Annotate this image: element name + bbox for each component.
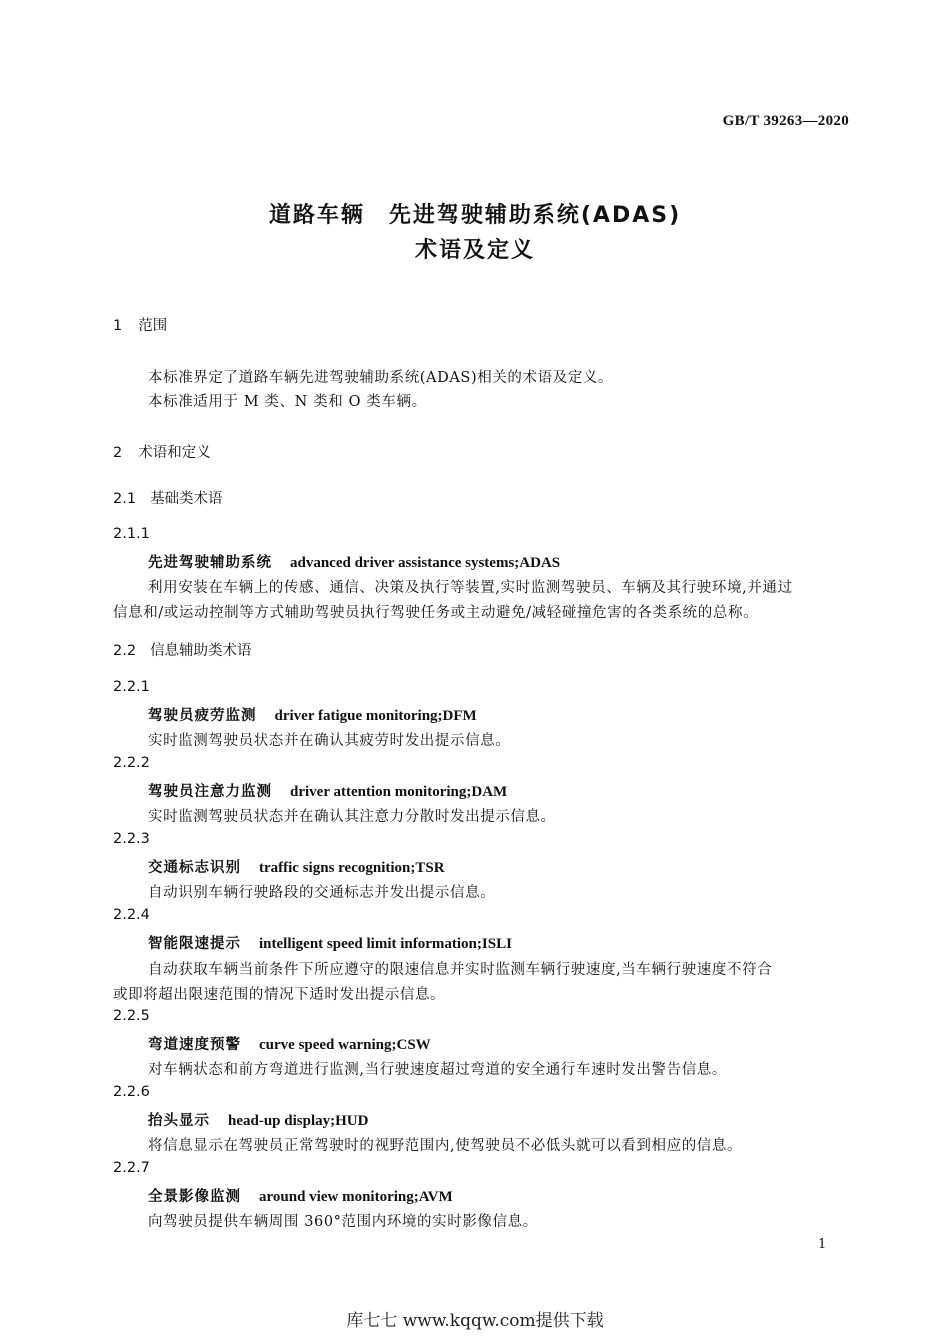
term-number: 2.2.2 (113, 755, 150, 771)
term-en: traffic signs recognition;TSR (259, 860, 445, 876)
term-zh: 先进驾驶辅助系统 (148, 555, 272, 571)
term-en: head-up display;HUD (228, 1113, 369, 1129)
term-entry (148, 1033, 431, 1054)
term-en: around view monitoring;AVM (259, 1189, 453, 1205)
term-en: curve speed warning;CSW (259, 1037, 431, 1053)
term-definition: 将信息显示在驾驶员正常驾驶时的视野范围内,使驾驶员不必低头就可以看到相应的信息。 (148, 1138, 743, 1154)
section-terms-heading (113, 441, 211, 462)
term-entry (148, 856, 445, 877)
term-definition-cont: 信息和/或运动控制等方式辅助驾驶员执行驾驶任务或主动避免/减轻碰撞危害的各类系统的总称。 (113, 605, 759, 621)
term-definition: 向驾驶员提供车辆周围 360°范围内环境的实时影像信息。 (148, 1214, 538, 1230)
term-definition: 对车辆状态和前方弯道进行监测,当行驶速度超过弯道的安全通行车速时发出警告信息。 (148, 1062, 728, 1078)
term-zh: 驾驶员疲劳监测 (148, 708, 257, 724)
term-number: 2.2.6 (113, 1084, 150, 1100)
term-entry (148, 704, 477, 725)
term-number: 2.2.1 (113, 679, 150, 695)
term-number: 2.1.1 (113, 526, 150, 542)
term-entry (148, 551, 560, 572)
subsection-title: 信息辅助类术语 (150, 643, 252, 659)
scope-paragraph-2: 本标准适用于 M 类、N 类和 O 类车辆。 (148, 394, 427, 410)
subsection-info-heading (113, 639, 252, 660)
term-zh: 交通标志识别 (148, 860, 241, 876)
scope-paragraph-1: 本标准界定了道路车辆先进驾驶辅助系统(ADAS)相关的术语及定义。 (148, 370, 614, 386)
term-definition: 实时监测驾驶员状态并在确认其注意力分散时发出提示信息。 (148, 809, 556, 825)
term-number: 2.2.7 (113, 1160, 150, 1176)
term-en: driver attention monitoring;DAM (290, 784, 508, 800)
page-number: 1 (818, 1237, 827, 1252)
term-en: driver fatigue monitoring;DFM (274, 708, 477, 724)
section-number: 2 (113, 445, 123, 461)
term-entry (148, 932, 512, 953)
term-zh: 抬头显示 (148, 1113, 210, 1129)
term-definition: 自动获取车辆当前条件下所应遵守的限速信息并实时监测车辆行驶速度,当车辆行驶速度不符合 (148, 962, 773, 978)
section-number: 1 (113, 318, 123, 334)
term-en: advanced driver assistance systems;ADAS (290, 555, 561, 571)
term-definition-cont: 或即将超出限速范围的情况下适时发出提示信息。 (113, 987, 446, 1003)
term-definition: 自动识别车辆行驶路段的交通标志并发出提示信息。 (148, 885, 496, 901)
term-entry (148, 1185, 453, 1206)
term-entry (148, 780, 507, 801)
section-title: 范围 (138, 318, 168, 334)
term-definition: 利用安装在车辆上的传感、通信、决策及执行等装置,实时监测驾驶员、车辆及其行驶环境,并通过 (148, 580, 793, 596)
term-number: 2.2.3 (113, 831, 150, 847)
subsection-title: 基础类术语 (150, 491, 223, 507)
term-entry (148, 1109, 368, 1130)
document-title-line2: 术语及定义 (414, 238, 535, 263)
section-scope-heading (113, 314, 167, 335)
subsection-number: 2.2 (113, 643, 137, 659)
term-definition: 实时监测驾驶员状态并在确认其疲劳时发出提示信息。 (148, 733, 511, 749)
term-zh: 全景影像监测 (148, 1189, 241, 1205)
term-zh: 弯道速度预警 (148, 1037, 241, 1053)
subsection-number: 2.1 (113, 491, 137, 507)
term-zh: 驾驶员注意力监测 (148, 784, 272, 800)
standard-code: GB/T 39263—2020 (722, 113, 849, 129)
term-zh: 智能限速提示 (148, 936, 241, 952)
footer-watermark: 库七七 www.kqqw.com提供下载 (346, 1311, 604, 1331)
term-number: 2.2.4 (113, 907, 150, 923)
term-number: 2.2.5 (113, 1008, 150, 1024)
document-title-line1: 道路车辆 先进驾驶辅助系统(ADAS) (268, 203, 682, 228)
term-en: intelligent speed limit information;ISLI (259, 936, 512, 952)
section-title: 术语和定义 (138, 445, 211, 461)
subsection-basic-heading (113, 487, 223, 508)
